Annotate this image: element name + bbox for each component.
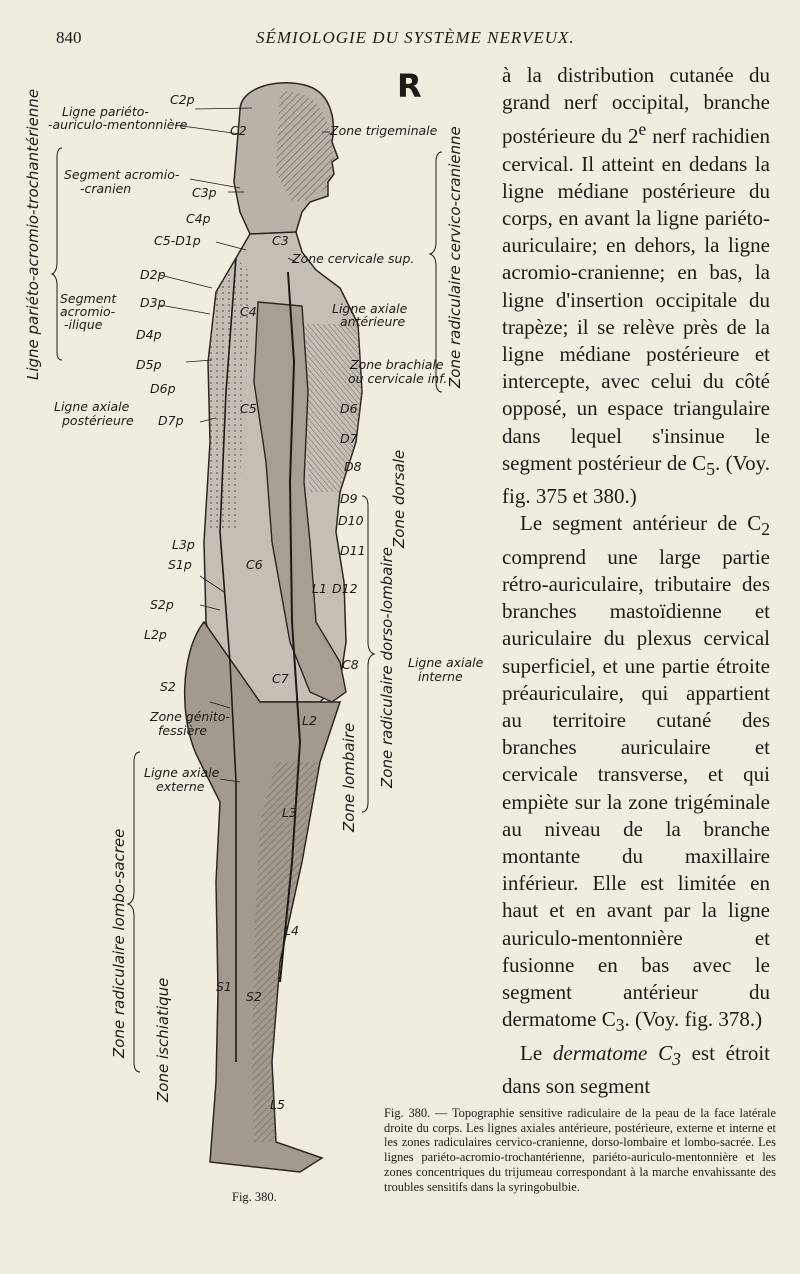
label-d9: D9 xyxy=(340,491,358,506)
label-d5p: D5p xyxy=(136,357,162,372)
label-ligne-parieto-2: -auriculo-mentonnière xyxy=(48,117,188,132)
label-d3p: D3p xyxy=(140,295,166,310)
label-d8: D8 xyxy=(344,459,362,474)
label-l2p: L2p xyxy=(144,627,167,642)
label-zone-radiculaire-cervico-cranienne: Zone radiculaire cervico-cranienne xyxy=(446,126,464,388)
side-marker: R xyxy=(397,67,422,105)
label-c5-d1p: C5-D1p xyxy=(154,233,201,248)
label-ligne-axiale-anterieure-1: Ligne axiale xyxy=(332,301,408,316)
running-title: SÉMIOLOGIE DU SYSTÈME NERVEUX. xyxy=(256,28,575,47)
cervico-cranial-brace xyxy=(430,152,442,392)
label-d11: D11 xyxy=(340,543,366,558)
label-c2p: C2p xyxy=(170,92,195,107)
label-d7p: D7p xyxy=(158,413,184,428)
label-zone-dorsale: Zone dorsale xyxy=(390,449,408,548)
label-zone-cervicale-sup: Zone cervicale sup. xyxy=(292,251,415,266)
left-brace-top xyxy=(52,148,62,360)
label-c2: C2 xyxy=(230,123,247,138)
label-l5: L5 xyxy=(270,1097,285,1112)
label-d2p: D2p xyxy=(140,267,166,282)
paragraph-2: Le segment antérieur de $C_2$ comprend une large partie rétro-auriculaire, tributaire des branches mastoïdienne et auriculaire du plexus cervical superficiel, et une partie étroite préauriculaire, qui appartient au territoire cutané des branches auriculaire et cervicale transverse, et qui empiète sur la zone trigéminale au niveau de la branche montante du maxillaire inférieur. Elle est limitée en haut et en avant par la ligne auriculo-mentonnière et fusionne en bas avec le segment antérieur du dermatome $C_3$. (Voy. fig. 378.) xyxy=(502,511,770,1036)
label-s2: S2 xyxy=(160,679,176,694)
label-ligne-axiale-interne-2: interne xyxy=(418,669,463,684)
label-ligne-axiale-externe-2: externe xyxy=(156,779,205,794)
label-d4p: D4p xyxy=(136,327,162,342)
label-s1p: S1p xyxy=(168,557,192,572)
label-c4p: C4p xyxy=(186,211,211,226)
label-s2b: S2 xyxy=(246,989,262,1004)
label-c3: C3 xyxy=(272,233,289,248)
paragraph-3: Le dermatome $C_3$ est étroit dans son segment xyxy=(502,1040,770,1099)
label-l2: L2 xyxy=(302,713,317,728)
label-c8: C8 xyxy=(342,657,359,672)
label-ligne-parieto-1: Ligne pariéto- xyxy=(62,104,149,119)
label-zone-ischiatique: Zone ischiatique xyxy=(154,977,172,1102)
label-ligne-axiale-posterieure-2: postérieure xyxy=(62,413,134,428)
label-l3: L3 xyxy=(282,805,297,820)
label-c6: C6 xyxy=(246,557,263,572)
label-c5: C5 xyxy=(240,401,257,416)
label-c3p: C3p xyxy=(192,185,217,200)
page-header xyxy=(56,28,760,52)
label-zone-genito-fessiere-1: Zone génito- xyxy=(150,709,230,724)
label-c4: C4 xyxy=(240,304,257,319)
label-zone-lombaire: Zone lombaire xyxy=(340,722,358,832)
dermatome-figure xyxy=(24,62,500,1202)
body-text-column xyxy=(502,62,770,1100)
label-segment-acromio-iliaque-1: Segment xyxy=(60,291,117,306)
label-segment-acromio-cranien-2: -cranien xyxy=(80,181,132,196)
label-zone-genito-fessiere-2: fessière xyxy=(158,723,208,738)
label-d7: D7 xyxy=(340,431,358,446)
label-zone-brachiale-2: ou cervicale inf. xyxy=(348,371,448,386)
label-ligne-axiale-anterieure-2: antérieure xyxy=(340,314,406,329)
figure-caption: Fig. 380. — Topographie sensitive radiculaire de la peau de la face latérale droite du corps. Les lignes axiales antérieure, postérieure, externe et interne et les zones radiculaires cervico-cranienne, dorso-lombaire et lombo-sacrée. Les lignes pariéto-acromio-trochantérienne, pariéto-auriculo-mentonnière et les zones concentriques du trijumeau correspondant à la marche envahissante des troubles sensitifs dans la syringobulbie. xyxy=(384,1106,776,1194)
label-zone-radiculaire-dorso-lombaire: Zone radiculaire dorso-lombaire xyxy=(378,547,396,788)
label-d12: D12 xyxy=(332,581,358,596)
label-l4: L4 xyxy=(284,923,299,938)
label-s2p: S2p xyxy=(150,597,174,612)
label-zone-radiculaire-lombo-sacree: Zone radiculaire lombo-sacree xyxy=(110,828,128,1058)
label-ligne-parieto-acromio-trochanterienne: Ligne pariéto-acromio-trochantérienne xyxy=(24,88,42,380)
label-zone-brachiale-1: Zone brachiale xyxy=(350,357,444,372)
label-segment-acromio-iliaque-3: -ilique xyxy=(64,317,103,332)
lombo-sacral-brace xyxy=(128,752,140,1072)
label-d10: D10 xyxy=(338,513,364,528)
label-d6: D6 xyxy=(340,401,358,416)
label-ligne-axiale-externe-1: Ligne axiale xyxy=(144,765,220,780)
label-segment-acromio-cranien-1: Segment acromio- xyxy=(64,167,180,182)
label-ligne-axiale-interne-1: Ligne axiale xyxy=(408,655,484,670)
label-zone-trigeminale: Zone trigeminale xyxy=(330,123,438,138)
label-l1: L1 xyxy=(312,581,327,596)
page-number: 840 xyxy=(56,28,82,47)
label-s1: S1 xyxy=(216,979,232,994)
paragraph-1: à la distribution cutanée du grand nerf occipital, branche postérieure du 2e nerf rachidien cervical. Il atteint en dedans la ligne médiane postérieure du corps, en avant la ligne pariéto-auriculaire; en dehors, la ligne acromio-cranienne; en bas, la ligne d'insertion occipitale du trapèze; il se relève près de la ligne médiane postérieure et intercepte, avec celui du côté opposé, un espace triangulaire dans lequel s'insinue le segment postérieur de $C_5$. (Voy. fig. 375 et 380.) xyxy=(502,63,771,509)
label-ligne-axiale-posterieure-1: Ligne axiale xyxy=(54,399,130,414)
label-c7: C7 xyxy=(272,671,289,686)
label-segment-acromio-iliaque-2: acromio- xyxy=(60,304,116,319)
label-l3p: L3p xyxy=(172,537,195,552)
body-outline-illustration xyxy=(40,62,500,1202)
figure-label: Fig. 380. xyxy=(232,1190,277,1204)
label-d6p: D6p xyxy=(150,381,176,396)
